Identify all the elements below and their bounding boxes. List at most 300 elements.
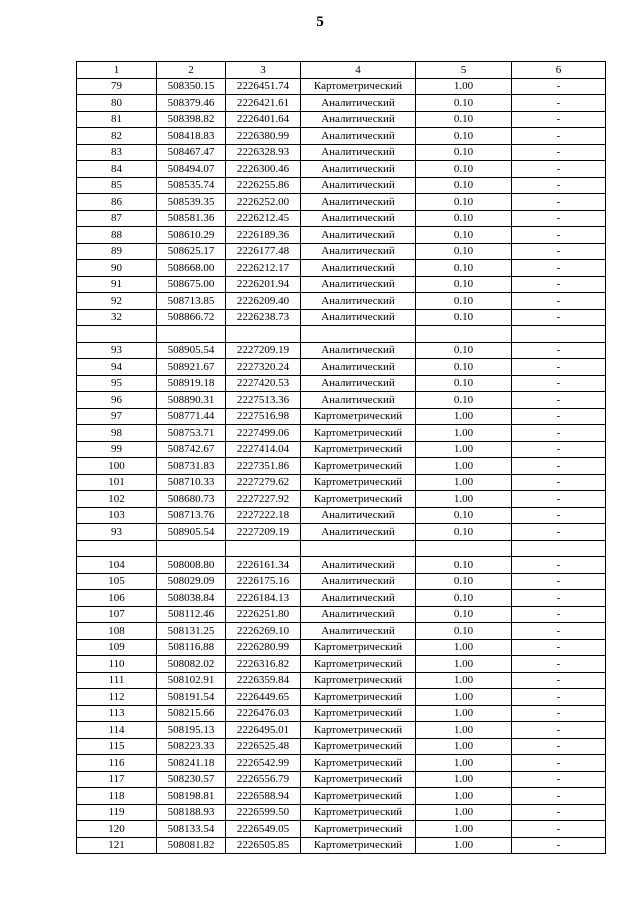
table-cell: - bbox=[512, 771, 606, 788]
table-cell: 109 bbox=[77, 639, 157, 656]
table-cell: Аналитический bbox=[301, 342, 416, 359]
table-cell: - bbox=[512, 95, 606, 112]
table-cell: 2227222.18 bbox=[226, 507, 301, 524]
table-cell: 1.00 bbox=[416, 656, 512, 673]
table-cell: - bbox=[512, 210, 606, 227]
table-cell: 2226451.74 bbox=[226, 78, 301, 95]
table-cell: 508581.36 bbox=[157, 210, 226, 227]
table-cell: 0.10 bbox=[416, 128, 512, 145]
table-cell: 508195.13 bbox=[157, 722, 226, 739]
table-row bbox=[77, 755, 606, 772]
table-cell: 0.10 bbox=[416, 260, 512, 277]
table-row bbox=[77, 540, 606, 557]
table-cell: 0.10 bbox=[416, 210, 512, 227]
table-cell: - bbox=[512, 375, 606, 392]
table-row bbox=[77, 804, 606, 821]
table-row bbox=[77, 227, 606, 244]
table-cell: Картометрический bbox=[301, 458, 416, 475]
table-cell: Картометрический bbox=[301, 804, 416, 821]
table-cell: 2226269.10 bbox=[226, 623, 301, 640]
table-cell: Картометрический bbox=[301, 689, 416, 706]
table-cell: Картометрический bbox=[301, 474, 416, 491]
table-cell: 1.00 bbox=[416, 474, 512, 491]
table-cell: 87 bbox=[77, 210, 157, 227]
table-cell: 1.00 bbox=[416, 755, 512, 772]
table-row bbox=[77, 722, 606, 739]
table-cell: 2227513.36 bbox=[226, 392, 301, 409]
table-cell: 0.10 bbox=[416, 144, 512, 161]
table-row bbox=[77, 474, 606, 491]
table-cell: 113 bbox=[77, 705, 157, 722]
table-cell: 508625.17 bbox=[157, 243, 226, 260]
table-cell: 1.00 bbox=[416, 788, 512, 805]
table-cell: Аналитический bbox=[301, 227, 416, 244]
table-cell: - bbox=[512, 623, 606, 640]
table-cell: 104 bbox=[77, 557, 157, 574]
table-cell: 101 bbox=[77, 474, 157, 491]
table-cell: 2226588.94 bbox=[226, 788, 301, 805]
table-cell: Аналитический bbox=[301, 128, 416, 145]
table-cell: 508191.54 bbox=[157, 689, 226, 706]
table-row bbox=[77, 111, 606, 128]
table-cell: 2226209.40 bbox=[226, 293, 301, 310]
table-cell: Аналитический bbox=[301, 293, 416, 310]
table-cell: 2226255.86 bbox=[226, 177, 301, 194]
table-cell: - bbox=[512, 788, 606, 805]
table-cell: - bbox=[512, 705, 606, 722]
table-cell bbox=[77, 540, 157, 557]
table-row bbox=[77, 78, 606, 95]
table-cell: 112 bbox=[77, 689, 157, 706]
table-cell: 508082.02 bbox=[157, 656, 226, 673]
table-cell: 95 bbox=[77, 375, 157, 392]
table-cell: 0.10 bbox=[416, 524, 512, 541]
table-cell: 1.00 bbox=[416, 689, 512, 706]
table-cell: 2227351.86 bbox=[226, 458, 301, 475]
table-cell: 508133.54 bbox=[157, 821, 226, 838]
table-cell: - bbox=[512, 260, 606, 277]
table-cell: 84 bbox=[77, 161, 157, 178]
table-cell: 2227320.24 bbox=[226, 359, 301, 376]
table-cell: Картометрический bbox=[301, 441, 416, 458]
table-cell: - bbox=[512, 639, 606, 656]
table-cell: 508890.31 bbox=[157, 392, 226, 409]
table-cell: 508919.18 bbox=[157, 375, 226, 392]
table-cell: - bbox=[512, 738, 606, 755]
table-cell: 89 bbox=[77, 243, 157, 260]
table-cell: 0.10 bbox=[416, 375, 512, 392]
table-cell: 93 bbox=[77, 524, 157, 541]
table-cell: - bbox=[512, 342, 606, 359]
table-cell: 508112.46 bbox=[157, 606, 226, 623]
table-row bbox=[77, 177, 606, 194]
table-cell: 508008.80 bbox=[157, 557, 226, 574]
table-cell: 508223.33 bbox=[157, 738, 226, 755]
table-cell: 80 bbox=[77, 95, 157, 112]
table-cell: 88 bbox=[77, 227, 157, 244]
table-row bbox=[77, 639, 606, 656]
table-row bbox=[77, 342, 606, 359]
table-cell: - bbox=[512, 441, 606, 458]
table-cell: Аналитический bbox=[301, 210, 416, 227]
table-row bbox=[77, 590, 606, 607]
table-cell: 1.00 bbox=[416, 804, 512, 821]
table-cell: 0.10 bbox=[416, 557, 512, 574]
table-row bbox=[77, 326, 606, 343]
table-cell: 1.00 bbox=[416, 491, 512, 508]
table-cell: 91 bbox=[77, 276, 157, 293]
table-cell: 111 bbox=[77, 672, 157, 689]
table-cell: 508081.82 bbox=[157, 837, 226, 854]
table-cell: 0.10 bbox=[416, 293, 512, 310]
table-cell: 508675.00 bbox=[157, 276, 226, 293]
table-cell: - bbox=[512, 590, 606, 607]
table-cell: 2226542.99 bbox=[226, 755, 301, 772]
table-cell bbox=[226, 326, 301, 343]
table-cell: 1.00 bbox=[416, 821, 512, 838]
table-cell: 508539.35 bbox=[157, 194, 226, 211]
table-cell: 0.10 bbox=[416, 309, 512, 326]
table-cell bbox=[301, 540, 416, 557]
table-cell: Картометрический bbox=[301, 672, 416, 689]
table-cell: 508710.33 bbox=[157, 474, 226, 491]
table-cell: 1.00 bbox=[416, 441, 512, 458]
table-cell: 508731.83 bbox=[157, 458, 226, 475]
header-cell: 6 bbox=[512, 62, 606, 79]
table-cell: 2226476.03 bbox=[226, 705, 301, 722]
table-cell: 0.10 bbox=[416, 276, 512, 293]
table-cell: 85 bbox=[77, 177, 157, 194]
table-cell: 2227279.62 bbox=[226, 474, 301, 491]
table-cell: Аналитический bbox=[301, 375, 416, 392]
table-cell: 90 bbox=[77, 260, 157, 277]
table-cell: - bbox=[512, 474, 606, 491]
table-cell: 97 bbox=[77, 408, 157, 425]
table-cell: 92 bbox=[77, 293, 157, 310]
table-cell: Картометрический bbox=[301, 788, 416, 805]
table-row bbox=[77, 672, 606, 689]
table-row bbox=[77, 276, 606, 293]
table-cell: 2226359.84 bbox=[226, 672, 301, 689]
table-cell: - bbox=[512, 78, 606, 95]
table-cell: 2227227.92 bbox=[226, 491, 301, 508]
table-cell bbox=[157, 326, 226, 343]
table-cell: Аналитический bbox=[301, 309, 416, 326]
table-cell: 116 bbox=[77, 755, 157, 772]
table-cell: - bbox=[512, 144, 606, 161]
table-cell: 1.00 bbox=[416, 425, 512, 442]
table-cell: 81 bbox=[77, 111, 157, 128]
table-row bbox=[77, 821, 606, 838]
table-cell: Аналитический bbox=[301, 144, 416, 161]
table-cell: 508771.44 bbox=[157, 408, 226, 425]
table-cell: 2227516.98 bbox=[226, 408, 301, 425]
table-row bbox=[77, 557, 606, 574]
table-cell: 0.10 bbox=[416, 177, 512, 194]
table-cell: 508029.09 bbox=[157, 573, 226, 590]
table-cell: 1.00 bbox=[416, 771, 512, 788]
table-row bbox=[77, 507, 606, 524]
table-cell: Аналитический bbox=[301, 359, 416, 376]
table-cell: 105 bbox=[77, 573, 157, 590]
table-row bbox=[77, 260, 606, 277]
table-cell: Картометрический bbox=[301, 771, 416, 788]
table-header-row bbox=[77, 62, 606, 79]
table-cell: 2226401.64 bbox=[226, 111, 301, 128]
table-cell: 2226201.94 bbox=[226, 276, 301, 293]
table-cell: 508350.15 bbox=[157, 78, 226, 95]
table-cell: - bbox=[512, 804, 606, 821]
header-cell: 1 bbox=[77, 62, 157, 79]
table-body bbox=[77, 62, 606, 854]
table-cell: 79 bbox=[77, 78, 157, 95]
table-cell bbox=[512, 326, 606, 343]
table-cell: 2226238.73 bbox=[226, 309, 301, 326]
table-row bbox=[77, 243, 606, 260]
table-cell: - bbox=[512, 722, 606, 739]
table-row bbox=[77, 144, 606, 161]
table-cell: Аналитический bbox=[301, 507, 416, 524]
table-cell: - bbox=[512, 243, 606, 260]
table-cell: 508668.00 bbox=[157, 260, 226, 277]
table-row bbox=[77, 392, 606, 409]
table-cell: 2226175.16 bbox=[226, 573, 301, 590]
table-cell: 86 bbox=[77, 194, 157, 211]
table-cell: 508753.71 bbox=[157, 425, 226, 442]
table-cell: 508610.29 bbox=[157, 227, 226, 244]
table-cell: 99 bbox=[77, 441, 157, 458]
table-cell: 508198.81 bbox=[157, 788, 226, 805]
table-row bbox=[77, 408, 606, 425]
table-row bbox=[77, 161, 606, 178]
table-row bbox=[77, 788, 606, 805]
table-cell: 2226252.00 bbox=[226, 194, 301, 211]
table-cell: 1.00 bbox=[416, 639, 512, 656]
table-cell: 102 bbox=[77, 491, 157, 508]
table-cell: 508680.73 bbox=[157, 491, 226, 508]
table-cell: 32 bbox=[77, 309, 157, 326]
table-cell: 108 bbox=[77, 623, 157, 640]
table-cell: - bbox=[512, 177, 606, 194]
table-cell: Картометрический bbox=[301, 821, 416, 838]
table-cell: - bbox=[512, 359, 606, 376]
table-cell: 107 bbox=[77, 606, 157, 623]
table-row bbox=[77, 375, 606, 392]
table-cell: Аналитический bbox=[301, 590, 416, 607]
table-cell: - bbox=[512, 689, 606, 706]
table-cell: - bbox=[512, 425, 606, 442]
page-number: 5 bbox=[316, 14, 324, 30]
table-cell: 508241.18 bbox=[157, 755, 226, 772]
table-cell: 2226421.61 bbox=[226, 95, 301, 112]
table-cell: 93 bbox=[77, 342, 157, 359]
table-row bbox=[77, 194, 606, 211]
table-cell: 1.00 bbox=[416, 722, 512, 739]
table-cell: Картометрический bbox=[301, 639, 416, 656]
table-cell: Аналитический bbox=[301, 177, 416, 194]
table-cell bbox=[77, 326, 157, 343]
table-cell bbox=[416, 326, 512, 343]
table-cell: 114 bbox=[77, 722, 157, 739]
table-cell: 2226184.13 bbox=[226, 590, 301, 607]
table-cell: 0.10 bbox=[416, 590, 512, 607]
table-cell: 83 bbox=[77, 144, 157, 161]
table-row bbox=[77, 689, 606, 706]
table-cell: 508398.82 bbox=[157, 111, 226, 128]
table-cell: Картометрический bbox=[301, 408, 416, 425]
table-cell: Картометрический bbox=[301, 425, 416, 442]
table-cell: 508131.25 bbox=[157, 623, 226, 640]
table-cell: - bbox=[512, 524, 606, 541]
table-row bbox=[77, 95, 606, 112]
table-cell: Аналитический bbox=[301, 111, 416, 128]
table-cell: - bbox=[512, 161, 606, 178]
table-cell: 508713.76 bbox=[157, 507, 226, 524]
table-cell: Картометрический bbox=[301, 837, 416, 854]
table-row bbox=[77, 656, 606, 673]
table-cell: 119 bbox=[77, 804, 157, 821]
table-cell: 508102.91 bbox=[157, 672, 226, 689]
table-cell: 508713.85 bbox=[157, 293, 226, 310]
table-cell bbox=[301, 326, 416, 343]
table-cell: 118 bbox=[77, 788, 157, 805]
table-cell: 508379.46 bbox=[157, 95, 226, 112]
table-cell: 508038.84 bbox=[157, 590, 226, 607]
table-cell: - bbox=[512, 821, 606, 838]
table-cell: 2226212.17 bbox=[226, 260, 301, 277]
table-cell: Аналитический bbox=[301, 276, 416, 293]
table-cell: 117 bbox=[77, 771, 157, 788]
table-cell: 98 bbox=[77, 425, 157, 442]
table-cell: Аналитический bbox=[301, 243, 416, 260]
table-cell: - bbox=[512, 672, 606, 689]
table-row bbox=[77, 573, 606, 590]
table-cell: - bbox=[512, 606, 606, 623]
table-row bbox=[77, 293, 606, 310]
table-cell: 2226525.48 bbox=[226, 738, 301, 755]
header-cell: 5 bbox=[416, 62, 512, 79]
table-cell: 2226300.46 bbox=[226, 161, 301, 178]
table-cell: 0.10 bbox=[416, 95, 512, 112]
table-cell: 0.10 bbox=[416, 161, 512, 178]
table-cell: 120 bbox=[77, 821, 157, 838]
table-cell bbox=[226, 540, 301, 557]
table-cell: - bbox=[512, 491, 606, 508]
table-cell: 0.10 bbox=[416, 623, 512, 640]
table-row bbox=[77, 705, 606, 722]
table-cell: - bbox=[512, 276, 606, 293]
table-cell: - bbox=[512, 111, 606, 128]
table-cell: 82 bbox=[77, 128, 157, 145]
table-cell: 1.00 bbox=[416, 458, 512, 475]
table-cell: 2226251.80 bbox=[226, 606, 301, 623]
table-cell: 94 bbox=[77, 359, 157, 376]
table-cell: 2226556.79 bbox=[226, 771, 301, 788]
table-cell: 508905.54 bbox=[157, 524, 226, 541]
table-cell: - bbox=[512, 392, 606, 409]
table-cell: 2226449.65 bbox=[226, 689, 301, 706]
table-cell: 2227420.53 bbox=[226, 375, 301, 392]
table-cell: 0.10 bbox=[416, 359, 512, 376]
table-cell: Аналитический bbox=[301, 392, 416, 409]
table-cell: 2227499.06 bbox=[226, 425, 301, 442]
table-row bbox=[77, 771, 606, 788]
table-cell: 0.10 bbox=[416, 194, 512, 211]
table-cell: 508467.47 bbox=[157, 144, 226, 161]
table-cell: 0.10 bbox=[416, 342, 512, 359]
table-cell: - bbox=[512, 837, 606, 854]
table-cell: - bbox=[512, 408, 606, 425]
table-cell: 2227209.19 bbox=[226, 524, 301, 541]
table-cell: Аналитический bbox=[301, 524, 416, 541]
table-cell: 0.10 bbox=[416, 111, 512, 128]
table-cell: 2226189.36 bbox=[226, 227, 301, 244]
table-row bbox=[77, 359, 606, 376]
table-cell: 1.00 bbox=[416, 738, 512, 755]
table-cell bbox=[512, 540, 606, 557]
table-cell: 106 bbox=[77, 590, 157, 607]
table-row bbox=[77, 210, 606, 227]
table-row bbox=[77, 491, 606, 508]
table-cell: 1.00 bbox=[416, 408, 512, 425]
table-cell: 508230.57 bbox=[157, 771, 226, 788]
table-cell: 2227209.19 bbox=[226, 342, 301, 359]
table-cell: 2227414.04 bbox=[226, 441, 301, 458]
table-cell: 508494.07 bbox=[157, 161, 226, 178]
table-cell: Картометрический bbox=[301, 491, 416, 508]
table-cell: - bbox=[512, 557, 606, 574]
table-cell: - bbox=[512, 293, 606, 310]
table-cell: 0.10 bbox=[416, 573, 512, 590]
table-cell: 508535.74 bbox=[157, 177, 226, 194]
table-row bbox=[77, 837, 606, 854]
table-row bbox=[77, 623, 606, 640]
table-cell: - bbox=[512, 309, 606, 326]
table-cell: - bbox=[512, 573, 606, 590]
table-cell: - bbox=[512, 227, 606, 244]
table-cell: 508116.88 bbox=[157, 639, 226, 656]
table-cell: 508905.54 bbox=[157, 342, 226, 359]
table-cell: - bbox=[512, 507, 606, 524]
table-cell: 115 bbox=[77, 738, 157, 755]
table-cell: Аналитический bbox=[301, 161, 416, 178]
table-cell: 0.10 bbox=[416, 606, 512, 623]
coordinates-table bbox=[76, 61, 606, 854]
table-cell: Аналитический bbox=[301, 95, 416, 112]
table-cell: Картометрический bbox=[301, 722, 416, 739]
table-cell: 508866.72 bbox=[157, 309, 226, 326]
table-cell: - bbox=[512, 128, 606, 145]
table-cell: 2226280.99 bbox=[226, 639, 301, 656]
table-cell: 0.10 bbox=[416, 507, 512, 524]
table-cell: Аналитический bbox=[301, 606, 416, 623]
table-cell: 110 bbox=[77, 656, 157, 673]
table-row bbox=[77, 458, 606, 475]
table-cell: 2226177.48 bbox=[226, 243, 301, 260]
table-cell: 508188.93 bbox=[157, 804, 226, 821]
table-cell: 100 bbox=[77, 458, 157, 475]
table-cell bbox=[416, 540, 512, 557]
header-cell: 4 bbox=[301, 62, 416, 79]
table-cell: - bbox=[512, 656, 606, 673]
table-cell: 2226505.85 bbox=[226, 837, 301, 854]
table-cell: Картометрический bbox=[301, 78, 416, 95]
table-cell: - bbox=[512, 458, 606, 475]
table-cell: 96 bbox=[77, 392, 157, 409]
table-cell: 0.10 bbox=[416, 243, 512, 260]
table-cell: 508742.67 bbox=[157, 441, 226, 458]
table-row bbox=[77, 524, 606, 541]
